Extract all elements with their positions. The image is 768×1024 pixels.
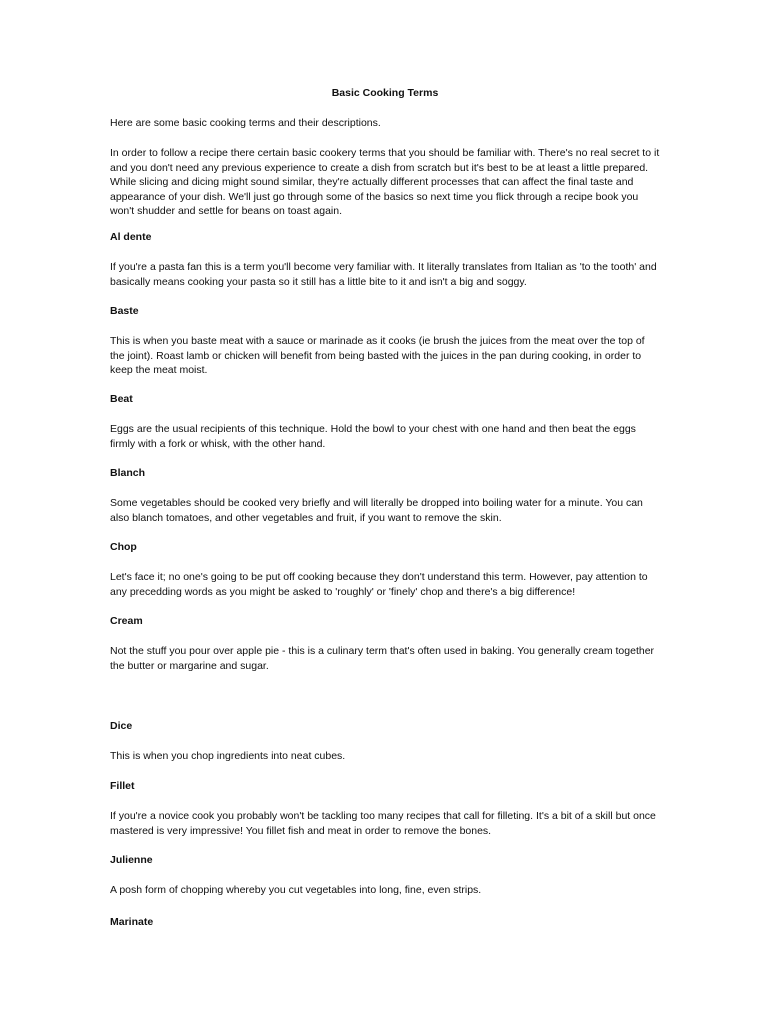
term-description-chop: Let's face it; no one's going to be put off cooking because they don't understand this term. However, pay attention to any precedding words as you might be asked to 'roughly' or 'finely' chop and there's a big difference! bbox=[110, 571, 648, 598]
term-heading-cream: Cream bbox=[110, 615, 143, 627]
term-heading-blanch: Blanch bbox=[110, 467, 146, 479]
term-heading-beat: Beat bbox=[110, 393, 133, 405]
term-description-al-dente: If you're a pasta fan this is a term you'll become very familiar with. It literally translates from Italian as 'to the tooth' and basically means cooking your pasta so it still has a little bite to it and isn't a big and soggy. bbox=[110, 261, 657, 288]
document-title: Basic Cooking Terms bbox=[331, 87, 439, 99]
intro-text: Here are some basic cooking terms and their descriptions. bbox=[110, 117, 381, 129]
term-heading-chop: Chop bbox=[110, 541, 137, 553]
term-heading-baste: Baste bbox=[110, 305, 139, 317]
term-description-fillet: If you're a novice cook you probably won't be tackling too many recipes that call for filleting. It's a bit of a skill but once mastered is very impressive! You fillet fish and meat in order to remove the bones. bbox=[110, 810, 656, 837]
term-description-dice: This is when you chop ingredients into neat cubes. bbox=[110, 750, 346, 762]
term-heading-fillet: Fillet bbox=[110, 780, 135, 792]
term-description-blanch: Some vegetables should be cooked very briefly and will literally be dropped into boiling water for a minute. You can also blanch tomatoes, and other vegetables and fruit, if you want to remove the skin. bbox=[110, 497, 643, 524]
document-page bbox=[110, 0, 660, 1024]
term-description-julienne: A posh form of chopping whereby you cut vegetables into long, fine, even strips. bbox=[110, 884, 482, 896]
term-heading-marinate: Marinate bbox=[110, 916, 154, 928]
term-heading-dice: Dice bbox=[110, 720, 133, 732]
term-description-baste: This is when you baste meat with a sauce or marinade as it cooks (ie brush the juices from the meat over the top of the joint). Roast lamb or chicken will benefit from being basted with the juices in the pan during cooking, in order to keep the meat moist. bbox=[110, 335, 645, 376]
term-heading-julienne: Julienne bbox=[110, 854, 153, 866]
term-heading-al-dente: Al dente bbox=[110, 231, 152, 243]
term-description-cream: Not the stuff you pour over apple pie - this is a culinary term that's often used in baking. You generally cream together the butter or margarine and sugar. bbox=[110, 645, 655, 672]
preface-paragraph: In order to follow a recipe there certain basic cookery terms that you should be familiar with. There's no real secret to it and you don't need any previous experience to create a dish from scratch but it's best to be at least a little prepared. While slicing and dicing might sound similar, they're actually different processes that can affect the final taste and appearance of your dish. We'll just go through some of the basics so next time you flick through a recipe book you won't shudder and settle for beans on toast again. bbox=[110, 147, 660, 217]
term-description-beat: Eggs are the usual recipients of this technique. Hold the bowl to your chest with one hand and then beat the eggs firmly with a fork or whisk, with the other hand. bbox=[110, 423, 636, 450]
